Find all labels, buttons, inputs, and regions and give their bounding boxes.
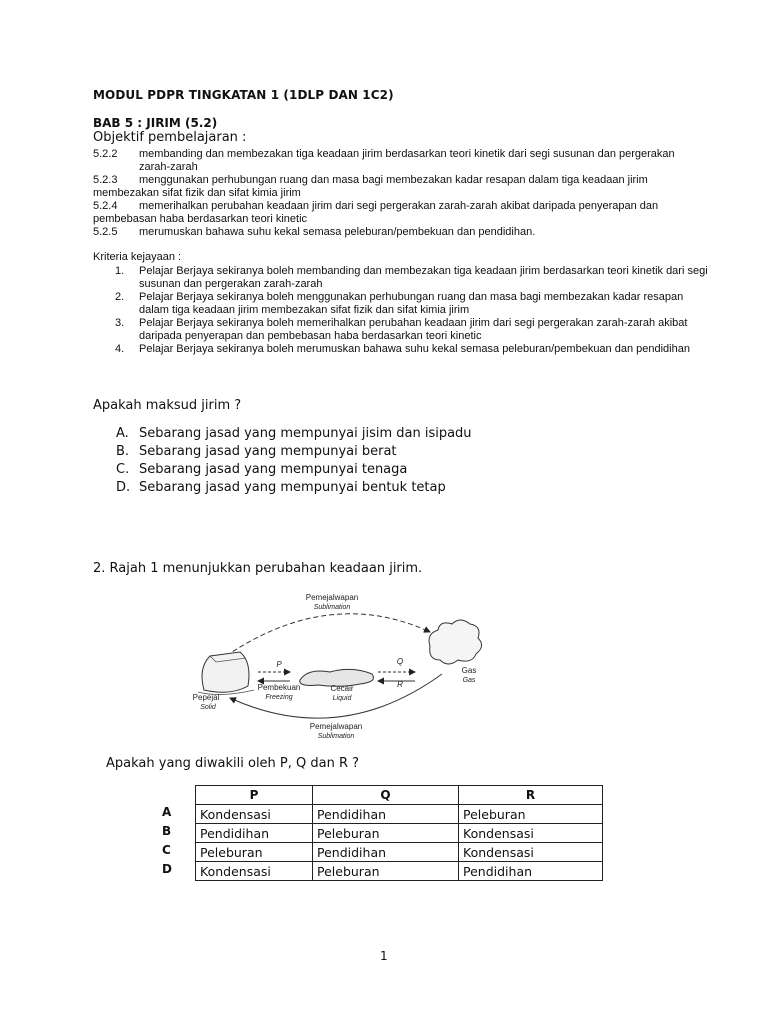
table-cell: Kondensasi [196,805,313,824]
table-cell: Pendidihan [313,843,459,862]
row-label-b: B [162,824,172,838]
chapter-heading: BAB 5 : JIRIM (5.2) [93,116,218,130]
criteria-item [115,317,715,343]
objective-code: 5.2.4 [93,200,118,212]
table-cell: Pendidihan [459,862,603,881]
criteria-text: Pelajar Berjaya sekiranya boleh membanding dan membezakan tiga keadaan jirim berdasarkan teori kinetik dari segi susunan dan pergerakan zarah-zarah [139,265,708,290]
table-cell: Kondensasi [459,843,603,862]
option-label: A. [116,426,129,441]
option-text: Sebarang jasad yang mempunyai berat [139,444,397,459]
question-2-prompt: Apakah yang diwakili oleh P, Q dan R ? [106,756,360,771]
criteria-number: 1. [115,265,125,277]
table-cell: Pendidihan [313,805,459,824]
sublimation-top-arrow [226,614,430,656]
header-r: R [459,786,603,805]
label-gas-en: Gas [462,677,476,684]
objective-text: merumuskan bahawa suhu kekal semasa peleburan/pembekuan dan pendidihan. [139,226,536,238]
table-cell: Pendidihan [196,824,313,843]
question-1: Apakah maksud jirim ? [93,398,242,413]
criteria-number: 4. [115,343,125,355]
objective-text-cont: pembebasan haba berdasarkan teori kinetic [93,213,308,225]
objective-item [93,226,703,239]
label-freezing: Pembekuan [257,683,301,692]
document-title: MODUL PDPR TINGKATAN 1 (1DLP DAN 1C2) [93,88,394,102]
objective-text: memerihalkan perubahan keadaan jirim dari segi pergerakan zarah-zarah akibat daripada penyerapan dan [139,200,659,212]
objective-text: menggunakan perhubungan ruang dan masa bagi membezakan kadar resapan dalam tiga keadaan jirim [139,174,648,186]
row-label-d: D [162,862,172,876]
option-text: Sebarang jasad yang mempunyai bentuk tetap [139,480,446,495]
table-row [196,862,603,881]
question-1-options [116,425,472,497]
label-freezing-en: Freezing [265,694,293,701]
criteria-text: Pelajar Berjaya sekiranya boleh menggunakan perhubungan ruang dan masa bagi membezakan kadar resapan dalam tiga keadaan jirim membezakan sifat fizik dan sifat kimia jirim [139,291,684,316]
table-cell: Kondensasi [196,862,313,881]
criteria-item [115,265,715,291]
option-text: Sebarang jasad yang mempunyai tenaga [139,462,408,477]
table-cell: Peleburan [313,824,459,843]
ice-cube-icon [198,652,254,695]
table-cell: Peleburan [313,862,459,881]
criteria-number: 3. [115,317,125,329]
option-b [116,443,472,461]
objectives-heading: Objektif pembelajaran : [93,130,247,145]
state-change-diagram [190,588,490,743]
objective-text-cont: membezakan sifat fizik dan sifat kimia jirim [93,187,301,199]
option-c [116,461,472,479]
table-cell: Kondensasi [459,824,603,843]
label-q: Q [396,657,404,666]
option-label: B. [116,444,130,459]
label-sublimation-top: Pemejalwapan [305,593,359,602]
objective-text-cont: zarah-zarah [139,161,198,173]
objective-code: 5.2.3 [93,174,118,186]
row-label-c: C [162,843,171,857]
table-cell: Peleburan [196,843,313,862]
label-sublimation-top-en: Sublimation [313,604,351,611]
header-q: Q [313,786,459,805]
objectives-list [93,148,703,239]
gas-cloud-icon [429,620,482,664]
criteria-item [115,291,715,317]
answer-table [195,785,603,881]
objective-item [93,174,703,200]
label-gas: Gas [461,666,477,675]
criteria-heading: Kriteria kejayaan : [93,251,182,263]
criteria-number: 2. [115,291,125,303]
table-row [196,805,603,824]
table-cell: Peleburan [459,805,603,824]
table-row [196,824,603,843]
header-p: P [196,786,313,805]
label-sublimation-bottom-en: Sublimation [317,733,355,740]
criteria-text: Pelajar Berjaya sekiranya boleh memerihalkan perubahan keadaan jirim dari segi pergerakan zarah-zarah akibat daripada penyerapan dan pembebasan haba berdasarkan teori kinetic [139,317,688,342]
criteria-text: Pelajar Berjaya sekiranya boleh merumuskan bahawa suhu kekal semasa peleburan/pembekuan dan pendidihan [139,343,690,355]
label-liquid: Cecair [330,684,354,693]
label-r: R [397,680,403,689]
criteria-list [115,265,715,356]
question-2: 2. Rajah 1 menunjukkan perubahan keadaan jirim. [93,561,423,576]
label-sublimation-bottom: Pemejalwapan [309,722,363,731]
objective-code: 5.2.5 [93,226,118,238]
table-row [196,843,603,862]
row-label-a: A [162,805,172,819]
objective-item [93,200,703,226]
option-text: Sebarang jasad yang mempunyai jisim dan isipadu [139,426,472,441]
option-d [116,479,472,497]
objective-item [93,148,703,174]
page-number: 1 [380,949,388,963]
objective-code: 5.2.2 [93,148,118,160]
answer-row-labels [162,803,172,879]
option-a [116,425,472,443]
option-label: C. [116,462,130,477]
criteria-item [115,343,715,356]
label-solid-en: Solid [200,704,216,711]
objective-text: membanding dan membezakan tiga keadaan jirim berdasarkan teori kinetik dari segi susunan dan pergerakan [139,148,675,160]
option-label: D. [116,480,131,495]
label-solid: Pepejal [192,693,220,702]
label-liquid-en: Liquid [332,695,352,702]
table-header-row [196,786,603,805]
label-p: P [276,660,282,669]
